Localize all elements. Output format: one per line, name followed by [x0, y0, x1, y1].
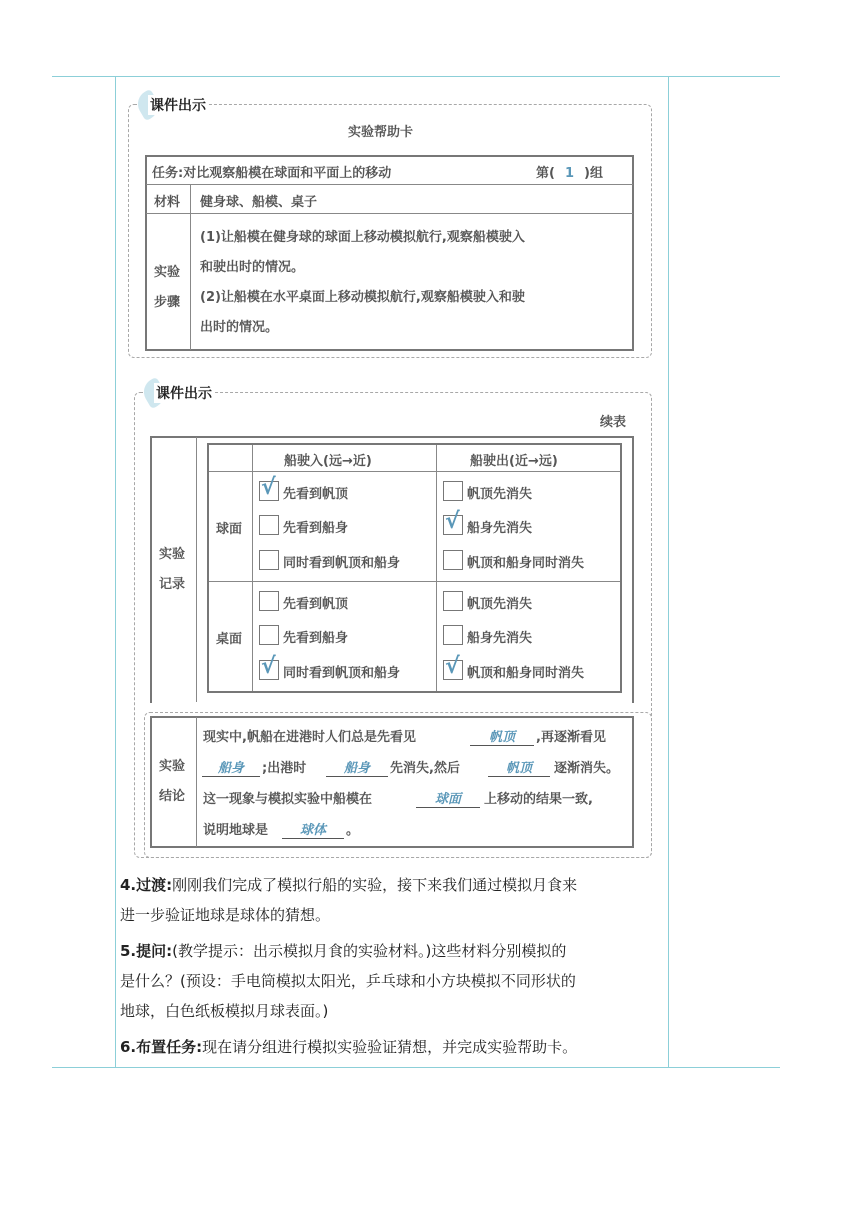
checkbox-table-out-1[interactable]: [443, 591, 463, 611]
step-6: 6.布置任务:现在请分组进行模拟实验验证猜想，并完成实验帮助卡。: [120, 1038, 578, 1056]
checkbox-table-in-3[interactable]: [259, 654, 279, 680]
checkbox-sphere-in-1[interactable]: [259, 475, 279, 501]
steps-label: 实验 步骤: [154, 265, 181, 310]
answer-blank-4: 帆顶: [488, 757, 550, 777]
checkbox-sphere-out-1[interactable]: [443, 481, 463, 501]
task-row: 任务:对比观察船模在球面和平面上的移动: [152, 166, 392, 181]
checkbox-sphere-in-3[interactable]: [259, 550, 279, 570]
check-mark-icon: √: [261, 475, 276, 500]
materials-text: 健身球、船模、桌子: [200, 195, 318, 210]
table-bottom-border: [52, 1067, 780, 1068]
courseware-tag-1: 课件出示: [138, 92, 208, 118]
step-4: 4.过渡:刚刚我们完成了模拟行船的实验，接下来我们通过模拟月食来 进一步验证地球是球体的猜想。: [120, 876, 578, 924]
checkbox-table-out-2[interactable]: [443, 625, 463, 645]
row-label-table: 桌面: [216, 632, 243, 647]
col-header-in: 船驶入(远→近): [284, 454, 372, 469]
record-label: 实验 记录: [159, 547, 186, 592]
checkbox-sphere-out-3[interactable]: [443, 550, 463, 570]
materials-label: 材料: [154, 195, 181, 210]
conclusion-label: 实验 结论: [159, 759, 186, 804]
table-col-divider-left: [115, 76, 116, 1068]
table-col-divider-right: [668, 76, 669, 1068]
check-mark-icon: √: [261, 654, 276, 679]
continued-label: 续表: [600, 415, 627, 430]
checkbox-sphere-out-2[interactable]: [443, 509, 463, 535]
answer-blank-3: 船身: [326, 757, 388, 777]
courseware-tag-2: 课件出示: [144, 380, 214, 406]
checkbox-sphere-in-2[interactable]: [259, 515, 279, 535]
checkbox-table-in-1[interactable]: [259, 591, 279, 611]
row-label-sphere: 球面: [216, 522, 243, 537]
answer-blank-5: 球面: [416, 788, 480, 808]
checkbox-table-out-3[interactable]: [443, 654, 463, 680]
table-top-border: [52, 76, 780, 77]
check-mark-icon: √: [445, 509, 460, 534]
checkbox-table-in-2[interactable]: [259, 625, 279, 645]
answer-blank-1: 帆顶: [470, 726, 534, 746]
card-title: 实验帮助卡: [348, 125, 414, 140]
step-5: 5.提问:(教学提示：出示模拟月食的实验材料。)这些材料分别模拟的 是什么？(预设：手电筒模拟太阳光，乒乓球和小方块模拟不同形状的 地球，白色纸板模拟月球表面。): [120, 942, 576, 1020]
group-number: 第( 1 )组: [536, 166, 603, 181]
answer-blank-6: 球体: [282, 819, 344, 839]
col-header-out: 船驶出(近→远): [470, 454, 558, 469]
answer-blank-2: 船身: [202, 757, 260, 777]
steps-text: (1)让船模在健身球的球面上移动模拟航行,观察船模驶入 和驶出时的情况。 (2)让船模在水平桌面上移动模拟航行,观察船模驶入和驶 出时的情况。: [200, 230, 525, 335]
check-mark-icon: √: [445, 654, 460, 679]
